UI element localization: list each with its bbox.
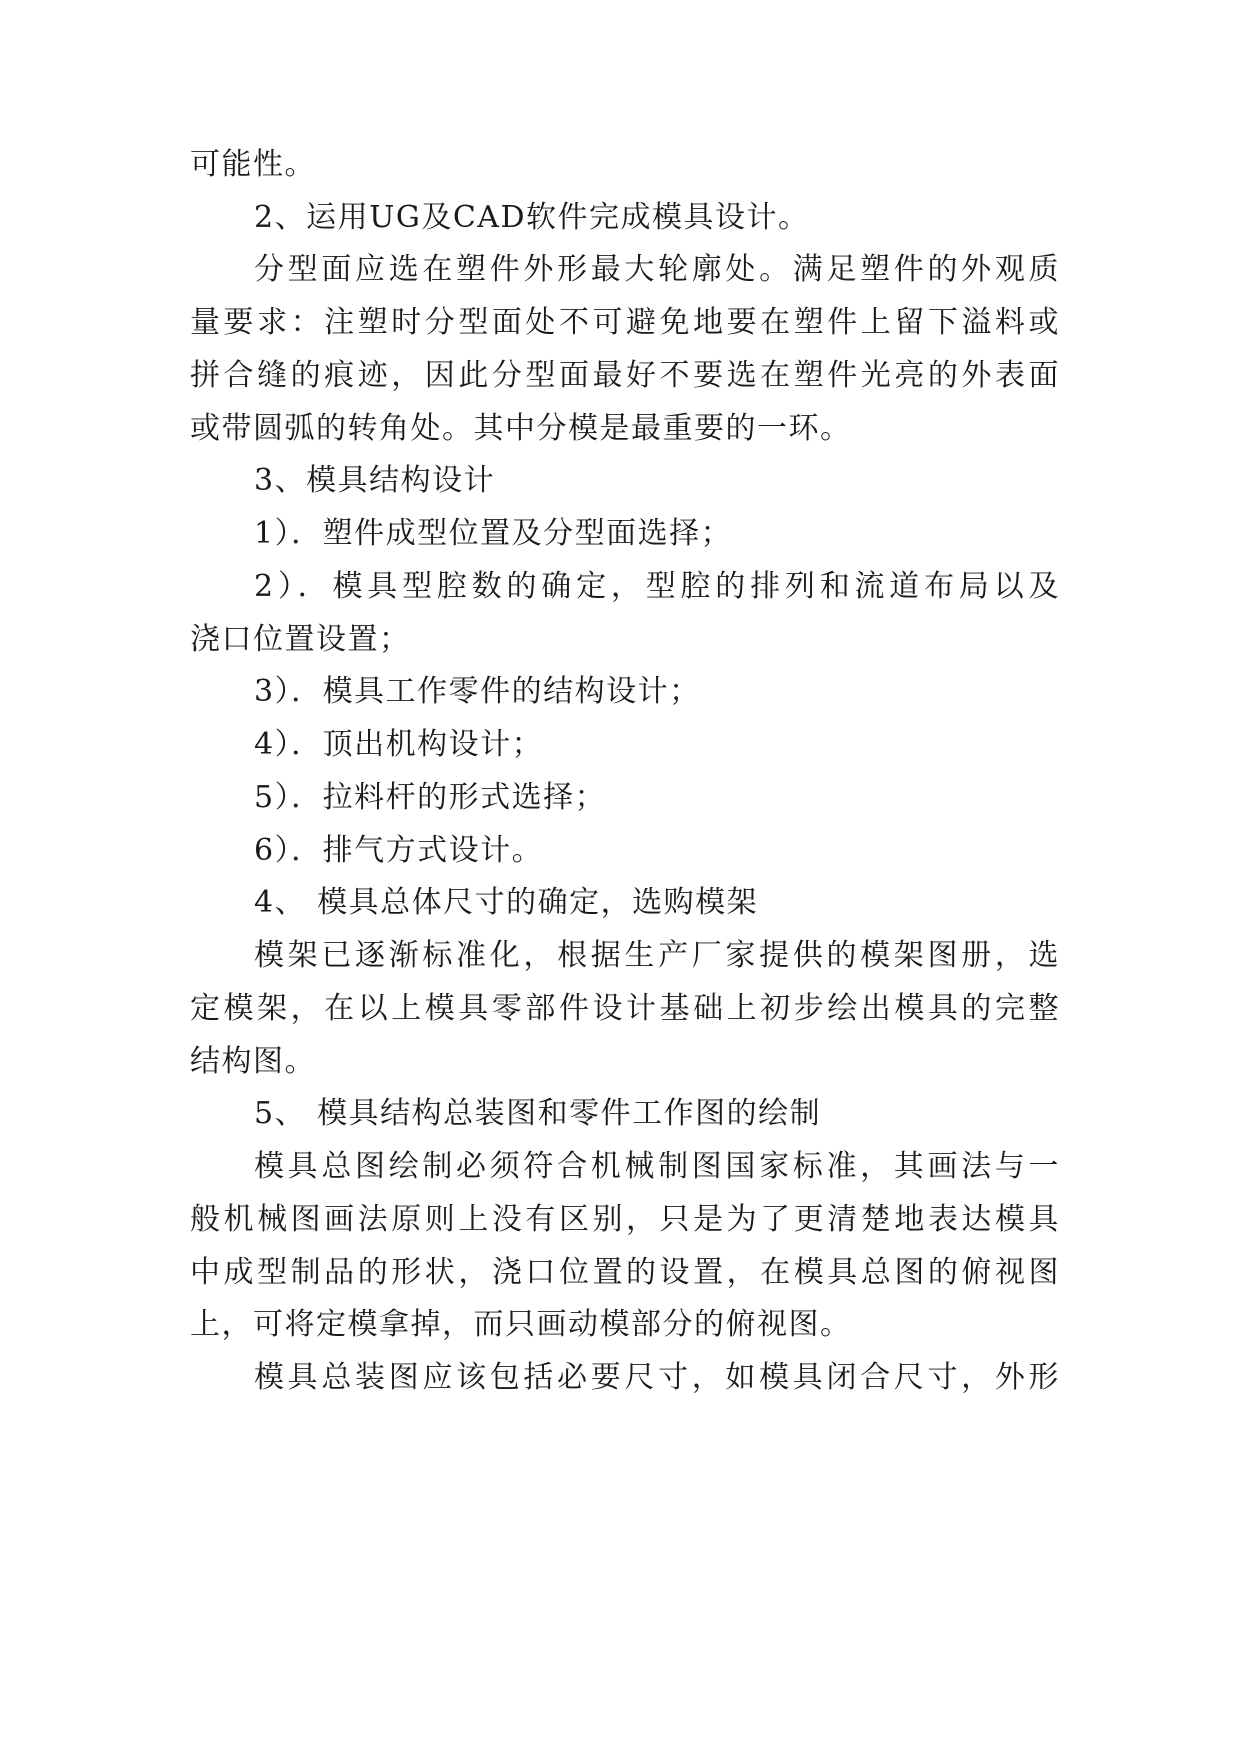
text-line-4: 量要求：注塑时分型面处不可避免地要在塑件上留下溢料或 <box>190 305 1060 340</box>
text-line-14: 6）．排气方式设计。 <box>254 833 544 868</box>
text-line-18: 结构图。 <box>190 1044 316 1079</box>
text-line-5: 拼合缝的痕迹，因此分型面最好不要选在塑件光亮的外表面 <box>190 358 1060 393</box>
text-line-17: 定模架，在以上模具零部件设计基础上初步绘出模具的完整 <box>190 991 1060 1026</box>
text-line-7: 3、模具结构设计 <box>254 463 496 498</box>
text-line-22: 中成型制品的形状，浇口位置的设置，在模具总图的俯视图 <box>190 1255 1060 1290</box>
text-line-23: 上，可将定模拿掉，而只画动模部分的俯视图。 <box>190 1307 852 1342</box>
text-line-24: 模具总装图应该包括必要尺寸，如模具闭合尺寸，外形 <box>254 1360 1060 1395</box>
text-line-12: 4）．顶出机构设计； <box>254 727 544 762</box>
text-line-1: 可能性。 <box>190 147 316 182</box>
text-line-11: 3）．模具工作零件的结构设计； <box>254 674 701 709</box>
text-line-13: 5）．拉料杆的形式选择； <box>254 780 607 815</box>
text-line-3: 分型面应选在塑件外形最大轮廓处。满足塑件的外观质 <box>254 252 1060 287</box>
text-line-8: 1）．塑件成型位置及分型面选择； <box>254 516 733 551</box>
text-line-10: 浇口位置设置； <box>190 622 411 657</box>
text-line-9: 2）．模具型腔数的确定，型腔的排列和流道布局以及 <box>254 569 1060 604</box>
text-line-21: 般机械图画法原则上没有区别，只是为了更清楚地表达模具 <box>190 1202 1060 1237</box>
text-line-20: 模具总图绘制必须符合机械制图国家标准，其画法与一 <box>254 1149 1060 1184</box>
text-line-15: 4、 模具总体尺寸的确定，选购模架 <box>254 885 759 920</box>
text-line-19: 5、 模具结构总装图和零件工作图的绘制 <box>254 1096 822 1131</box>
text-line-6: 或带圆弧的转角处。其中分模是最重要的一环。 <box>190 411 852 446</box>
text-line-2: 2、运用UG及CAD软件完成模具设计。 <box>254 200 810 235</box>
text-line-16: 模架已逐渐标准化，根据生产厂家提供的模架图册，选 <box>254 938 1060 973</box>
